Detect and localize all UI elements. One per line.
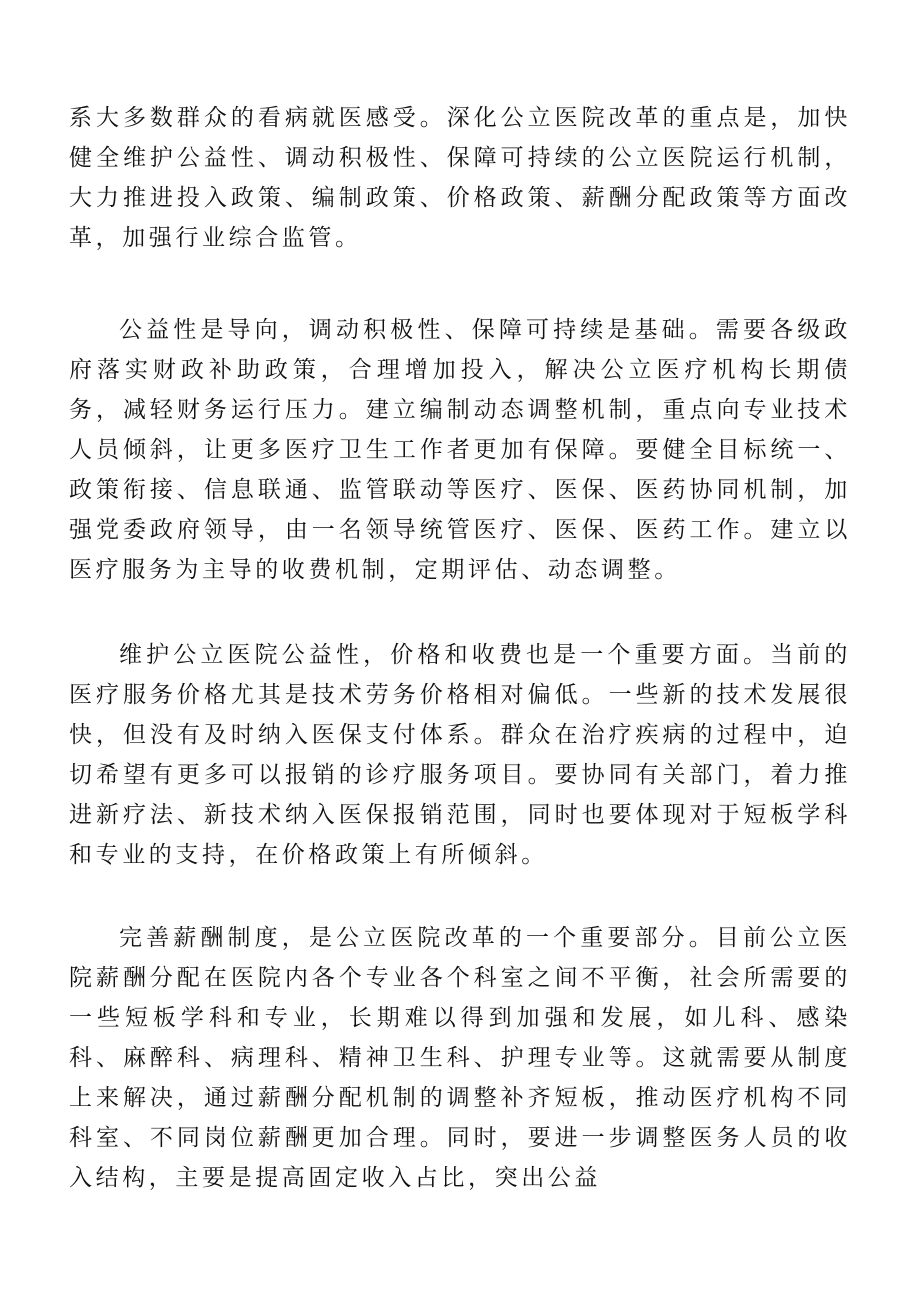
paragraph-public-interest — [69, 310, 851, 590]
paragraph-pricing — [69, 635, 851, 875]
paragraph-text: 维护公立医院公益性，价格和收费也是一个重要方面。当前的医疗服务价格尤其是技术劳务价格相对偏低。一些新的技术发展很快，但没有及时纳入医保支付体系。群众在治疗疾病的过程中，迫切希望有更多可以报销的诊疗服务项目。要协同有关部门，着力推进新疗法、新技术纳入医保报销范围，同时也要体现对于短板学科和专业的支持，在价格政策上有所倾斜。 — [69, 642, 851, 868]
paragraph-salary — [69, 918, 851, 1198]
paragraph-continuation — [69, 98, 851, 258]
paragraph-text: 完善薪酬制度，是公立医院改革的一个重要部分。目前公立医院薪酬分配在医院内各个专业各个科室之间不平衡，社会所需要的一些短板学科和专业，长期难以得到加强和发展，如儿科、感染科、麻醉科、病理科、精神卫生科、护理专业等。这就需要从制度上来解决，通过薪酬分配机制的调整补齐短板，推动医疗机构不同科室、不同岗位薪酬更加合理。同时，要进一步调整医务人员的收入结构，主要是提高固定收入占比，突出公益 — [69, 925, 851, 1191]
paragraph-text: 系大多数群众的看病就医感受。深化公立医院改革的重点是，加快健全维护公益性、调动积极性、保障可持续的公立医院运行机制，大力推进投入政策、编制政策、价格政策、薪酬分配政策等方面改革，加强行业综合监管。 — [69, 105, 851, 251]
paragraph-text: 公益性是导向，调动积极性、保障可持续是基础。需要各级政府落实财政补助政策，合理增加投入，解决公立医疗机构长期债务，减轻财务运行压力。建立编制动态调整机制，重点向专业技术人员倾斜，让更多医疗卫生工作者更加有保障。要健全目标统一、政策衔接、信息联通、监管联动等医疗、医保、医药协同机制，加强党委政府领导，由一名领导统管医疗、医保、医药工作。建立以医疗服务为主导的收费机制，定期评估、动态调整。 — [69, 317, 851, 583]
